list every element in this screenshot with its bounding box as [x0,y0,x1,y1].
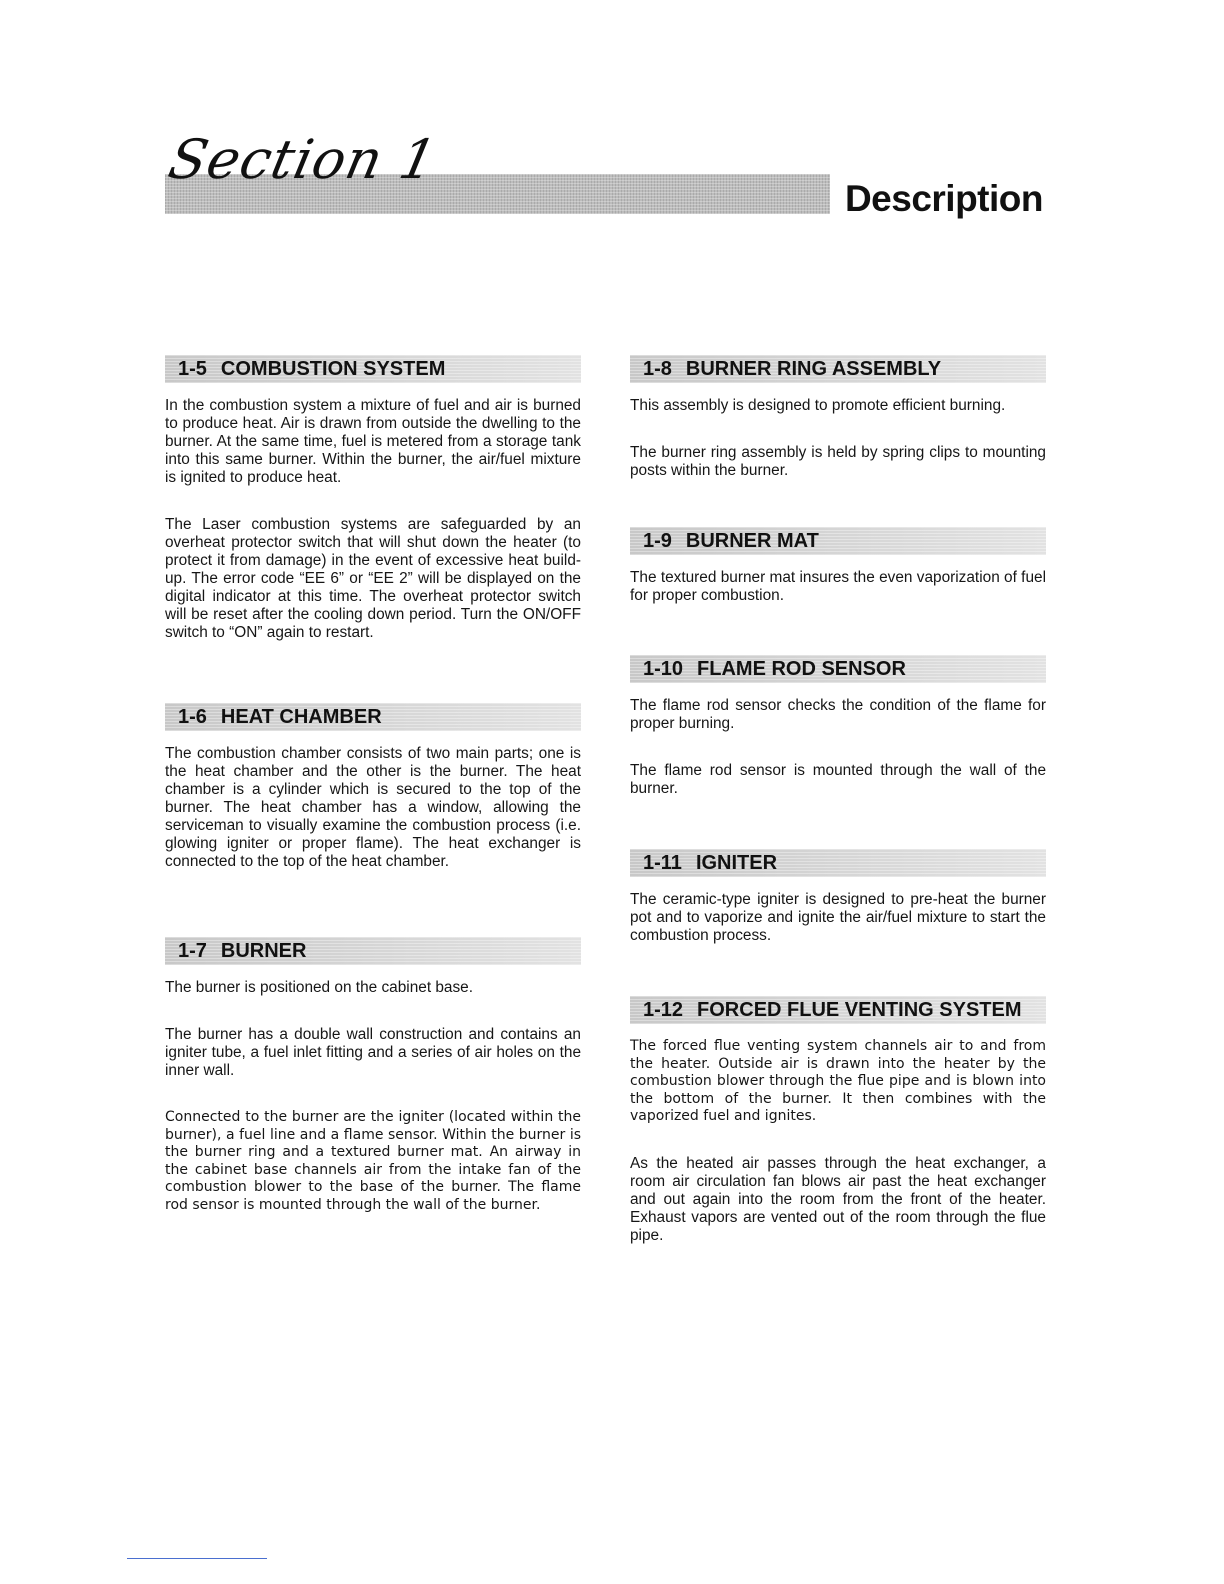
section-heading-text: FORCED FLUE VENTING SYSTEM [697,999,1022,1021]
section-number: 1-7 [178,940,207,962]
paragraph: The ceramic-type igniter is designed to pre-heat the burner pot and to vaporize and ignite the air/fuel mixture to start the combustion process. [630,891,1046,944]
section-number: 1-11 [643,852,682,874]
section-number: 1-5 [178,358,207,380]
section-number: 1-9 [643,530,672,552]
page-title: Description [844,178,1043,219]
section-heading-text: COMBUSTION SYSTEM [220,358,446,380]
section-heading-text: BURNER [220,940,307,962]
section-heading-text: HEAT CHAMBER [220,706,382,728]
paragraph: The burner is positioned on the cabinet base. [165,979,474,996]
right-column [630,355,1046,1245]
paragraph: The textured burner mat insures the even vaporization of fuel for proper combustion. [630,569,1046,604]
paragraph: The burner has a double wall construction and contains an igniter tube, a fuel inlet fitting and a series of air holes on the inner wall. [165,1026,581,1079]
section-heading-1-12 [630,996,1046,1024]
paragraph: The Laser combustion systems are safeguarded by an overheat protector switch that will shut down the heater (to protect it from damage) in the event of excessive heat build-up. The error code “EE 6” or “EE 2” will be displayed on the digital indicator at this time. The overheat protector switch will be reset after the cooling down period. Turn the ON/OFF switch to “ON” again to restart. [165,516,581,641]
section-heading-1-8 [630,355,1046,383]
paragraph: The combustion chamber consists of two main parts; one is the heat chamber and the other is the burner. The heat chamber is a cylinder which is secured to the top of the burner. The heat chamber has a window, allowing the serviceman to visually examine the combustion process (i.e. glowing igniter or proper flame). The heat exchanger is connected to the top of the heat chamber. [165,745,581,870]
section-heading-text: BURNER RING ASSEMBLY [685,358,942,380]
section-number: 1-8 [643,358,672,380]
section-heading-1-6 [165,703,581,731]
paragraph: As the heated air passes through the heat exchanger, a room air circulation fan blows air past the heat exchanger and out again into the room from the front of the heater. Exhaust vapors are vented out of the room through the flue pipe. [630,1154,1046,1244]
paragraph: This assembly is designed to promote efficient burning. [630,397,1006,414]
section-heading-1-7 [165,937,581,965]
paragraph: In the combustion system a mixture of fuel and air is burned to produce heat. Air is drawn from outside the dwelling to the burner. At the same time, fuel is metered from a storage tank into this same burner. Within the burner, the air/fuel mixture is ignited to produce heat. [165,397,581,486]
section-heading-1-10 [630,655,1046,683]
section-script-title: Section 1 [163,128,443,191]
paragraph: Connected to the burner are the igniter (located within the burner), a fuel line and a flame sensor. Within the burner is the burner ring and a textured burner mat. An airway in the cabinet base channels air from the intake fan of the combustion blower to the base of the burner. The flame rod sensor is mounted through the wall of the burner. [165,1109,581,1213]
paragraph: The flame rod sensor checks the condition of the flame for proper burning. [630,697,1046,732]
left-column [165,355,581,1215]
section-heading-text: BURNER MAT [685,530,819,552]
footnote-rule [127,1558,267,1559]
section-heading-1-11 [630,849,1046,877]
paragraph: The forced flue venting system channels air to and from the heater. Outside air is drawn into the heater by the combustion blower through the flue pipe and is blown into the bottom of the burner. It then combines with the vaporized fuel and ignites. [630,1038,1046,1125]
paragraph: The flame rod sensor is mounted through the wall of the burner. [630,762,1046,797]
section-number: 1-10 [643,658,684,680]
section-heading-text: FLAME ROD SENSOR [697,658,906,680]
section-heading-1-9 [630,527,1046,555]
section-heading-text: IGNITER [695,852,778,874]
paragraph: The burner ring assembly is held by spring clips to mounting posts within the burner. [630,444,1046,479]
section-number: 1-12 [643,999,684,1021]
section-number: 1-6 [178,706,207,728]
section-heading-1-5 [165,355,581,383]
